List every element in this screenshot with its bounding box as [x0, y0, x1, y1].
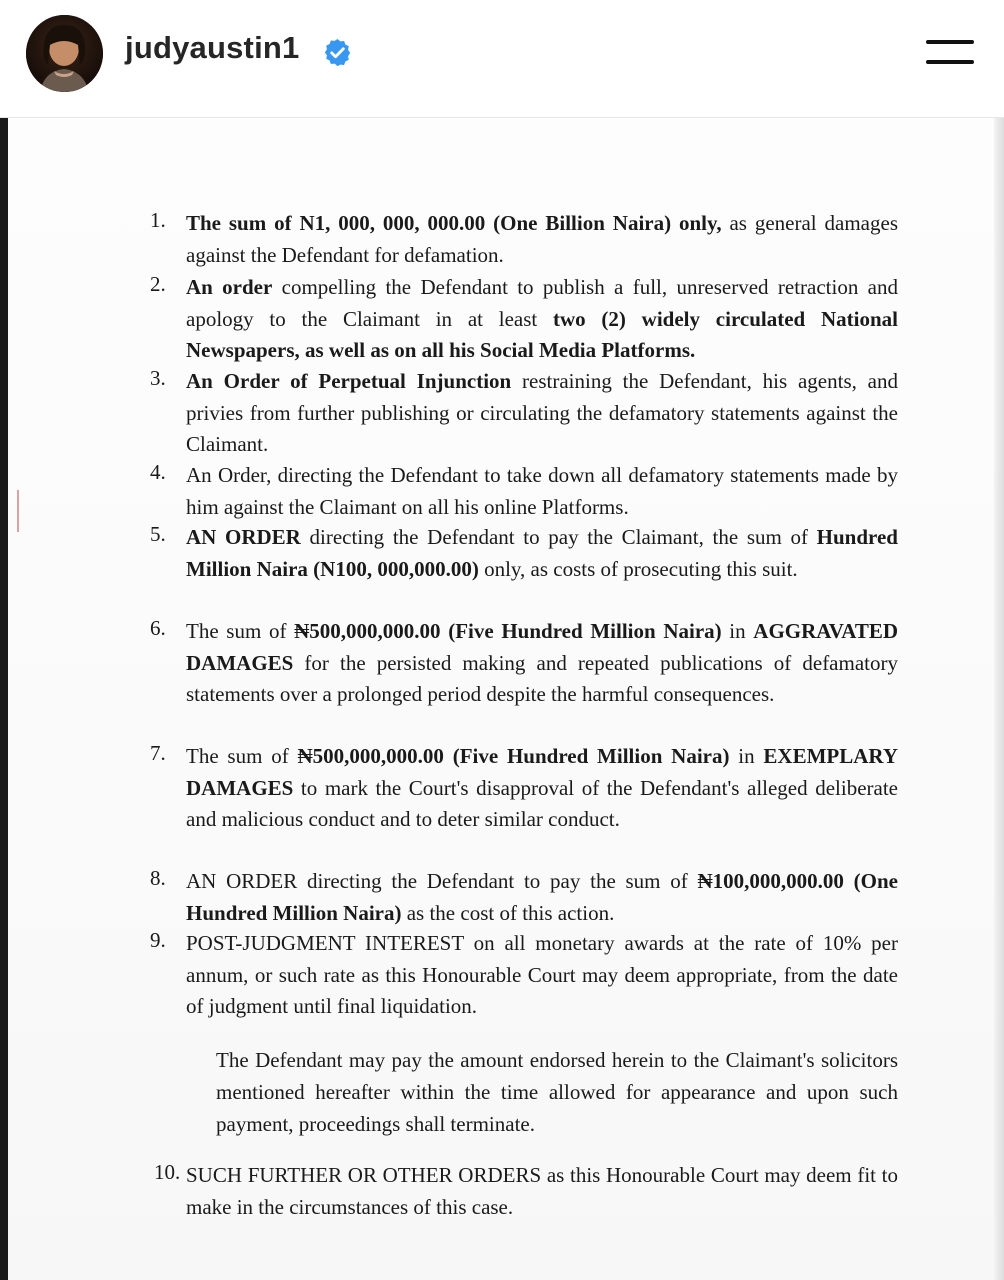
bold-text: An Order of Perpetual Injunction: [186, 369, 512, 393]
text: directing the Defendant to pay the Claimant, the sum of: [300, 525, 817, 549]
bold-text: AN ORDER: [186, 525, 301, 549]
text: The sum of: [186, 619, 295, 643]
bold-text: The sum of N1, 000, 000, 000.00 (One Billion Naira) only,: [186, 211, 722, 235]
item-text: [186, 616, 898, 711]
document-text: [0, 118, 1004, 1280]
item-number: 6.: [150, 616, 166, 640]
bold-text: AGGRAVATED DAMAGES: [186, 619, 898, 675]
item-text: [186, 928, 898, 1023]
text: for the persisted making and repeated publications of defamatory statements over a prolonged period despite the harmful consequences.: [186, 650, 898, 706]
item-text: [186, 272, 898, 367]
menu-icon[interactable]: [920, 35, 978, 73]
bold-text: two (2) widely circulated National Newspapers, as well as on all his Social Media Platforms.: [186, 306, 898, 362]
profile-avatar[interactable]: [26, 15, 103, 92]
text: to mark the Court's disapproval of the Defendant's alleged deliberate and malicious conduct and to deter similar conduct.: [186, 775, 898, 831]
item-number: 7.: [150, 741, 166, 765]
item-text: SUCH FURTHER OR OTHER ORDERS as this Honourable Court may deem fit to make in the circumstances of this case.: [186, 1163, 898, 1219]
username[interactable]: judyaustin1: [125, 30, 300, 65]
text: in: [729, 744, 764, 768]
bold-text: ₦100,000,000.00 (One Hundred Million Naira): [186, 869, 898, 925]
bold-text: An order: [186, 275, 273, 299]
item-number: 2.: [150, 272, 166, 296]
text: compelling the Defendant to publish a full, unreserved retraction and apology to the Claimant in at least: [186, 275, 898, 331]
item-number: 9.: [150, 928, 166, 952]
payment-note: The Defendant may pay the amount endorsed herein to the Claimant's solicitors mentioned hereafter within the time allowed for appearance and upon such payment, proceedings shall terminate.: [216, 1048, 898, 1136]
post-header: [0, 0, 1004, 118]
document-photo: [0, 118, 1004, 1280]
text: POST-JUDGMENT INTEREST on all monetary awards at the rate of 10% per annum, or such rate as this Honourable Court may deem appropriate, from the date of judgment until final liquidation.: [186, 931, 898, 1018]
item-number: 5.: [150, 522, 166, 546]
verified-badge-icon: [322, 37, 353, 68]
item-number: 1.: [150, 208, 166, 232]
text: AN ORDER directing the Defendant to pay the sum of: [186, 869, 698, 893]
text: The sum of: [186, 744, 298, 768]
text: An Order, directing the Defendant to take down all defamatory statements made by him against the Claimant on all his online Platforms.: [186, 463, 898, 519]
item-text: [186, 366, 898, 461]
avatar-image: [26, 15, 103, 92]
item-text: [186, 522, 898, 585]
text: as the cost of this action.: [401, 900, 615, 925]
bold-text: ₦500,000,000.00 (Five Hundred Million Naira): [297, 744, 730, 768]
text: as general damages against the Defendant for defamation.: [186, 211, 898, 267]
bold-text: Hundred Million Naira (N100, 000,000.00): [186, 525, 898, 581]
item-number: 4.: [150, 460, 166, 484]
item-text: [186, 741, 898, 836]
bold-text: EXEMPLARY DAMAGES: [186, 744, 898, 800]
item-number: 10.: [154, 1160, 181, 1184]
text: in: [721, 619, 754, 643]
item-number: 8.: [150, 866, 166, 890]
bold-text: ₦500,000,000.00 (Five Hundred Million Naira): [294, 619, 722, 643]
item-number: 3.: [150, 366, 166, 390]
text: only, as costs of prosecuting this suit.: [478, 556, 798, 581]
text: restraining the Defendant, his agents, and privies from further publishing or circulating the defamatory statements against the Claimant.: [186, 369, 899, 456]
item-text: [186, 460, 898, 523]
item-text: [186, 208, 898, 271]
item-text: [186, 866, 898, 929]
